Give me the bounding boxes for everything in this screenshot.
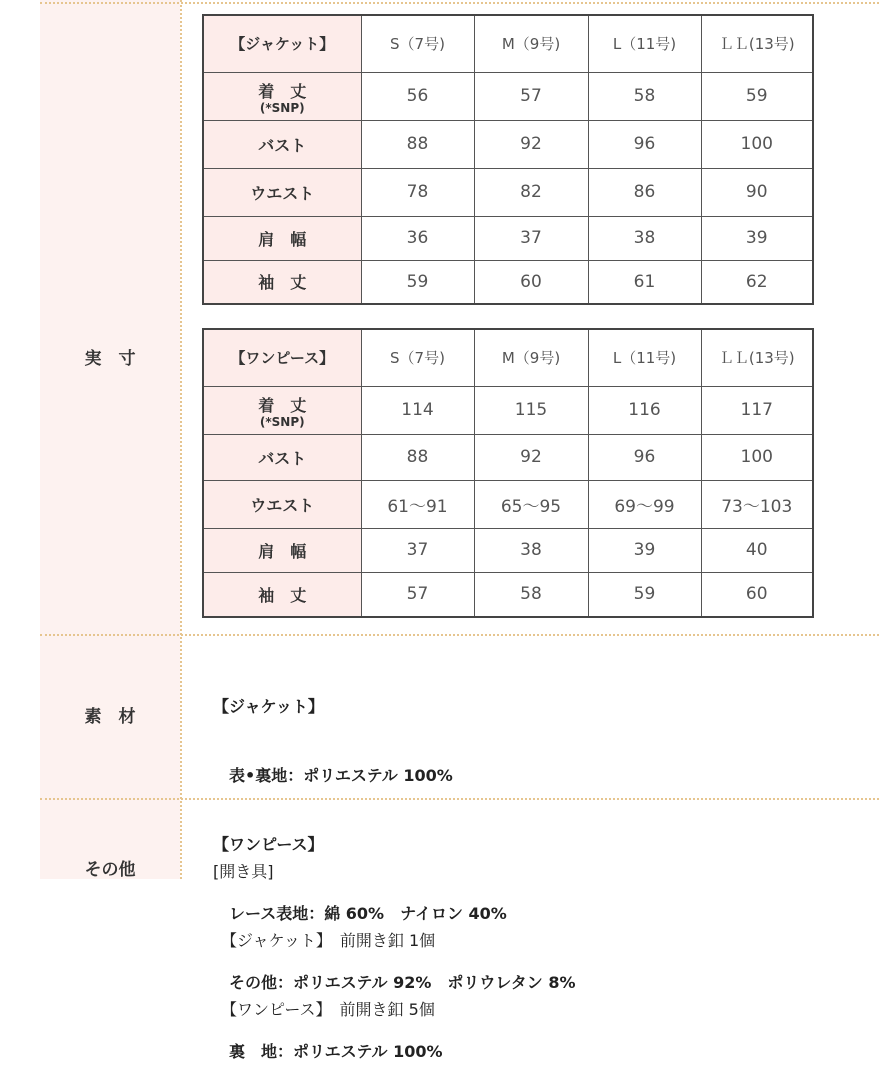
table-cell: 62 xyxy=(701,260,813,304)
table-row xyxy=(203,260,813,304)
divider-top xyxy=(40,2,879,4)
row-label-text: 着 丈 xyxy=(258,395,307,415)
table-cell: 37 xyxy=(474,216,588,260)
table-cell: 56 xyxy=(361,72,474,120)
table-cell: 65～95 xyxy=(474,480,588,528)
size-header: M（9号) xyxy=(474,15,588,72)
label-other: その他 xyxy=(84,860,136,880)
table-cell: 92 xyxy=(474,120,588,168)
row-label: 袖 丈 xyxy=(203,572,361,617)
table-cell: 69～99 xyxy=(588,480,701,528)
table-row xyxy=(203,168,813,216)
table-cell: 58 xyxy=(474,572,588,617)
table-cell: 61 xyxy=(588,260,701,304)
table-row xyxy=(203,480,813,528)
row-label xyxy=(203,386,361,434)
label-material: 素 材 xyxy=(84,707,136,727)
row-label-note: (*SNP) xyxy=(259,414,305,429)
row-label: バスト xyxy=(203,120,361,168)
row-label xyxy=(203,72,361,120)
other-line: 【ジャケット】 前開き釦 1個 xyxy=(213,931,436,950)
table-cell: 88 xyxy=(361,120,474,168)
size-header: L（11号) xyxy=(588,15,701,72)
label-measurements: 実 寸 xyxy=(84,349,136,369)
size-header: ＬＬ(13号) xyxy=(701,15,813,72)
table-cell: 59 xyxy=(701,72,813,120)
table-row xyxy=(203,386,813,434)
size-header: S（7号) xyxy=(361,329,474,386)
label-column xyxy=(40,0,180,879)
table-row xyxy=(203,120,813,168)
row-label: 袖 丈 xyxy=(203,260,361,304)
row-label: ウエスト xyxy=(203,168,361,216)
material-dress-line: レース表地：綿 60% ナイロン 40% xyxy=(213,904,507,923)
material-dress-header: 【ワンピース】 xyxy=(213,835,324,854)
table-row xyxy=(203,72,813,120)
material-jacket-line: 表•裏地：ポリエステル 100% xyxy=(213,766,453,785)
table-row xyxy=(203,528,813,572)
row-label: ウエスト xyxy=(203,480,361,528)
table-cell: 36 xyxy=(361,216,474,260)
other-text xyxy=(213,814,435,1044)
table-cell: 86 xyxy=(588,168,701,216)
table-cell: 96 xyxy=(588,434,701,480)
other-header: [開き具] xyxy=(213,862,274,881)
material-dress-line: 裏 地：ポリエステル 100% xyxy=(213,1042,443,1061)
jacket-table-title: 【ジャケット】 xyxy=(203,15,361,72)
jacket-size-table xyxy=(202,14,814,305)
size-header: M（9号) xyxy=(474,329,588,386)
table-row xyxy=(203,572,813,617)
column-divider xyxy=(180,0,182,879)
material-dress-line: その他：ポリエステル 92% ポリウレタン 8% xyxy=(213,973,576,992)
table-cell: 88 xyxy=(361,434,474,480)
row-label-note: (*SNP) xyxy=(259,100,305,115)
table-cell: 96 xyxy=(588,120,701,168)
table-cell: 90 xyxy=(701,168,813,216)
table-row xyxy=(203,216,813,260)
table-cell: 100 xyxy=(701,120,813,168)
table-cell: 100 xyxy=(701,434,813,480)
table-cell: 39 xyxy=(588,528,701,572)
table-cell: 38 xyxy=(474,528,588,572)
table-cell: 58 xyxy=(588,72,701,120)
table-cell: 59 xyxy=(361,260,474,304)
table-cell: 78 xyxy=(361,168,474,216)
table-cell: 37 xyxy=(361,528,474,572)
table-cell: 59 xyxy=(588,572,701,617)
other-line: 【ワンピース】 前開き釦 5個 xyxy=(213,1000,435,1019)
table-cell: 115 xyxy=(474,386,588,434)
table-cell: 40 xyxy=(701,528,813,572)
table-cell: 39 xyxy=(701,216,813,260)
size-header: L（11号) xyxy=(588,329,701,386)
table-cell: 92 xyxy=(474,434,588,480)
table-cell: 61～91 xyxy=(361,480,474,528)
row-label-text: 着 丈 xyxy=(258,81,307,101)
table-cell: 116 xyxy=(588,386,701,434)
dress-table-title: 【ワンピース】 xyxy=(203,329,361,386)
table-header-row xyxy=(203,15,813,72)
material-jacket-header: 【ジャケット】 xyxy=(213,697,324,716)
size-header: ＬＬ(13号) xyxy=(701,329,813,386)
dress-size-table xyxy=(202,328,814,618)
table-cell: 117 xyxy=(701,386,813,434)
table-cell: 73～103 xyxy=(701,480,813,528)
table-cell: 60 xyxy=(474,260,588,304)
size-header: S（7号) xyxy=(361,15,474,72)
divider-material xyxy=(40,634,879,636)
row-label: バスト xyxy=(203,434,361,480)
table-cell: 57 xyxy=(474,72,588,120)
row-label: 肩 幅 xyxy=(203,528,361,572)
table-cell: 82 xyxy=(474,168,588,216)
table-row xyxy=(203,434,813,480)
table-cell: 57 xyxy=(361,572,474,617)
table-cell: 114 xyxy=(361,386,474,434)
table-cell: 38 xyxy=(588,216,701,260)
table-cell: 60 xyxy=(701,572,813,617)
row-label: 肩 幅 xyxy=(203,216,361,260)
table-header-row xyxy=(203,329,813,386)
